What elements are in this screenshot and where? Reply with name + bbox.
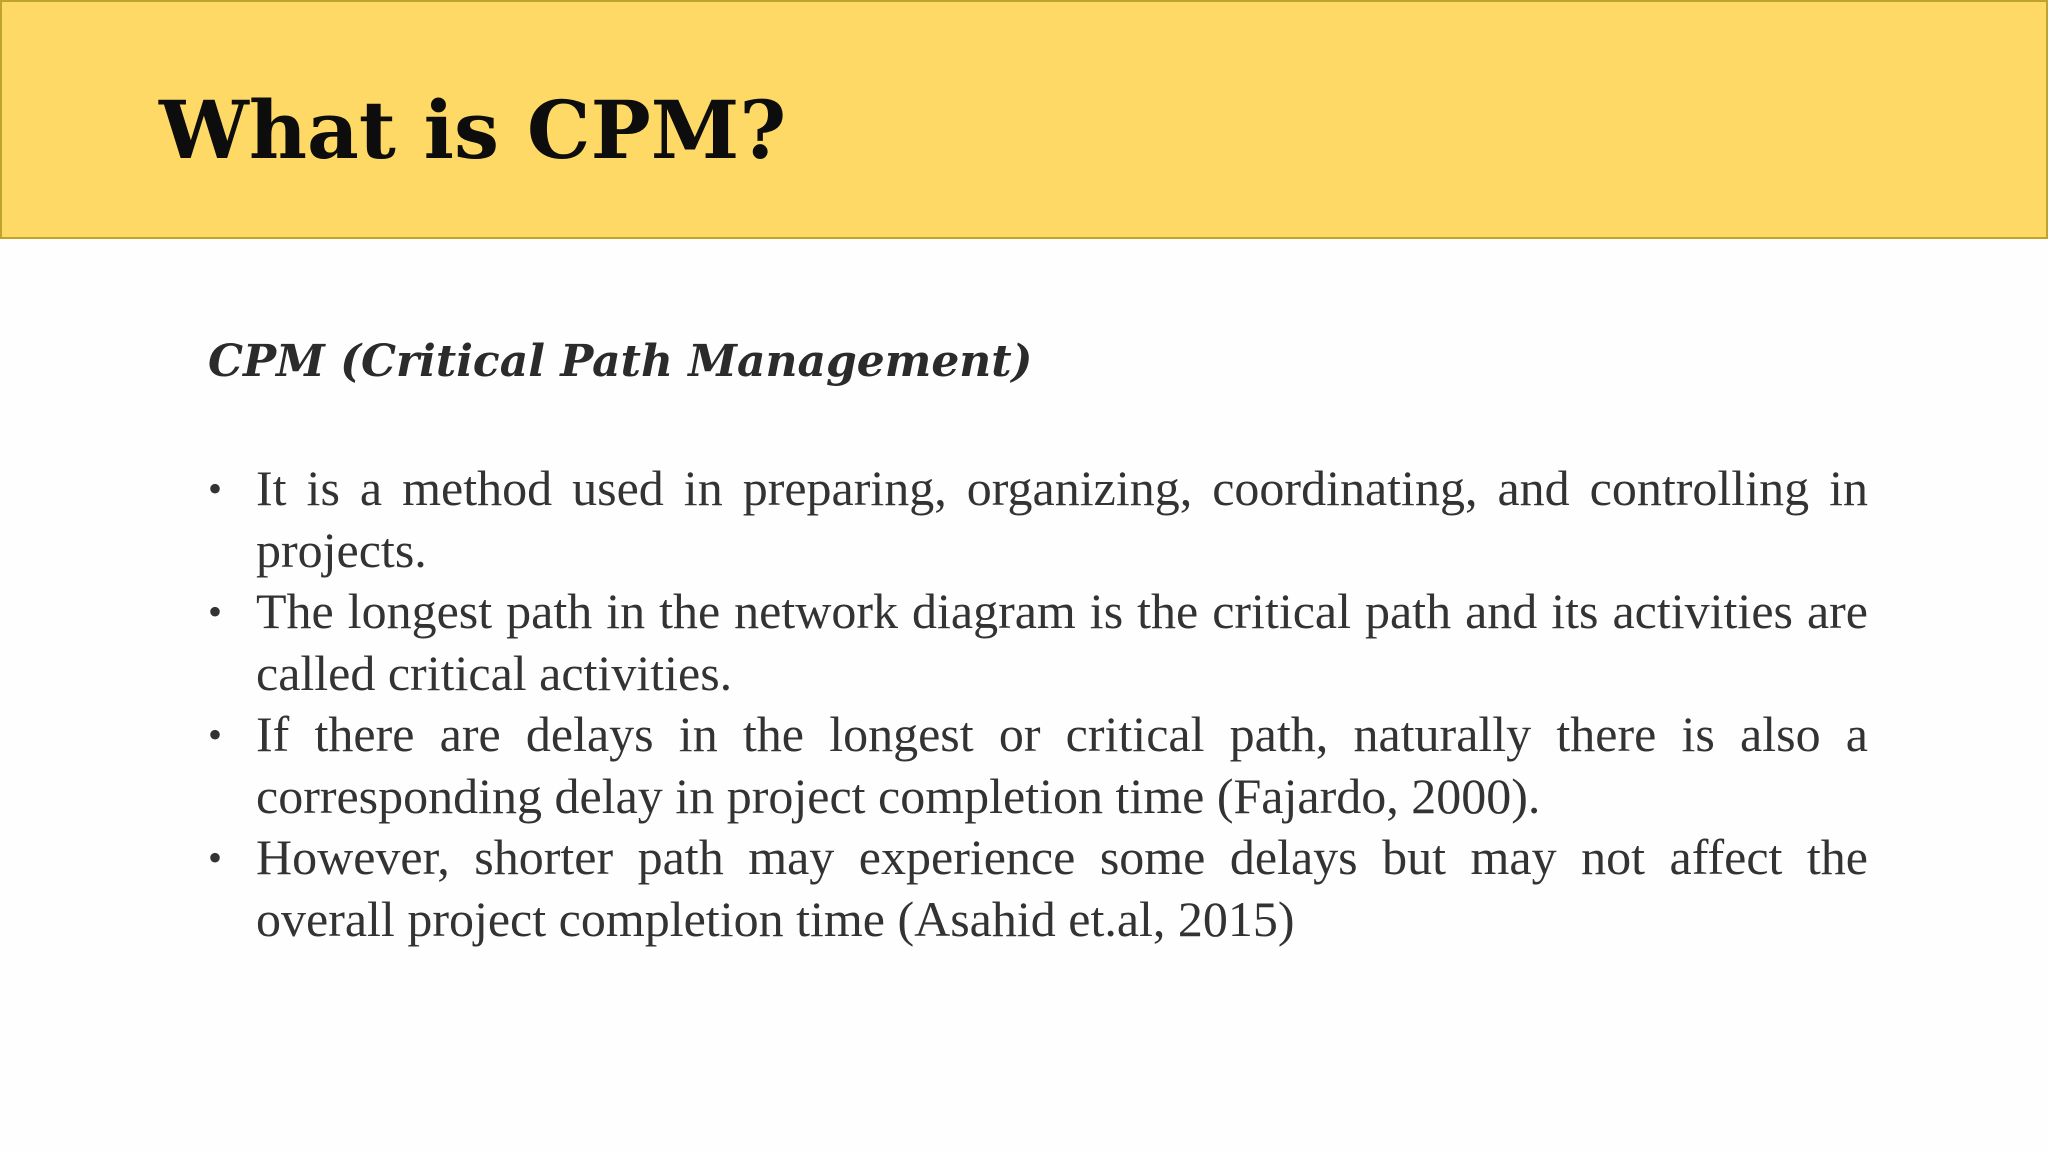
bullet-item [208, 827, 1868, 950]
bullet-text: However, shorter path may experience some delays but may not affect the overall project completion time (Asahid et.al, 2015) [256, 829, 1868, 947]
slide-title: What is CPM? [159, 83, 787, 177]
bullet-item [208, 458, 1868, 581]
slide-subtitle: CPM (Critical Path Management) [208, 336, 1033, 387]
bullet-icon: • [208, 835, 223, 880]
bullet-text: It is a method used in preparing, organizing, coordinating, and controlling in projects. [256, 460, 1868, 578]
bullet-item [208, 581, 1868, 704]
bullet-list [208, 458, 1868, 950]
title-bar [0, 0, 2048, 239]
bullet-icon: • [208, 712, 223, 757]
bullet-item [208, 704, 1868, 827]
bullet-icon: • [208, 589, 223, 634]
bullet-icon: • [208, 466, 223, 511]
bullet-text: The longest path in the network diagram is the critical path and its activities are called critical activities. [256, 583, 1868, 701]
bullet-text: If there are delays in the longest or critical path, naturally there is also a corresponding delay in project completion time (Fajardo, 2000). [256, 706, 1868, 824]
